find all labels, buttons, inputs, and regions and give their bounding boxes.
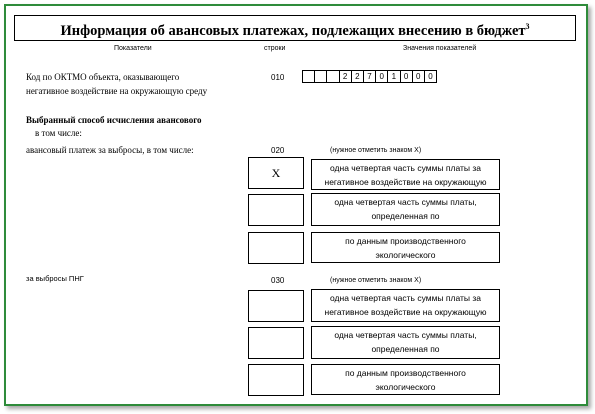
png-note: (нужное отметить знаком Х) [330,277,422,284]
emissions-option-1 [311,159,500,190]
png-option-1 [311,289,500,322]
method-heading: Выбранный способ исчисления авансового [26,115,202,125]
oktmo-label-line2: негативное воздействие на окружающую среду [26,86,208,96]
emissions-option-2-checkbox[interactable] [248,194,304,226]
page-title [14,15,576,41]
option-line: определенная по [371,344,440,354]
method-subheading: в том числе: [35,128,82,138]
option-line: негативное воздействие на окружающую [324,177,487,187]
png-label: за выбросы ПНГ [26,274,84,283]
emissions-code: 020 [271,146,285,155]
option-line: по данным производственного [345,236,466,246]
oktmo-digit[interactable]: 1 [387,70,400,83]
title-text: Информация об авансовых платежах, подлежащих внесению в бюджет [60,23,526,39]
option-line: экологического [375,250,436,260]
oktmo-label [26,70,207,98]
png-option-1-checkbox[interactable] [248,290,304,322]
oktmo-digit[interactable]: 2 [351,70,364,83]
png-option-2-checkbox[interactable] [248,327,304,359]
oktmo-digit[interactable]: 0 [400,70,413,83]
header-row-code: строки [264,45,286,52]
header-values: Значения показателей [403,45,477,52]
emissions-option-3-checkbox[interactable] [248,232,304,264]
emissions-option-3 [311,232,500,263]
option-line: одна четвертая часть суммы платы за [330,163,481,173]
option-line: одна четвертая часть суммы платы, [334,330,477,340]
png-option-2 [311,326,500,359]
option-line: определенная по [371,211,440,221]
oktmo-label-line1: Код по ОКТМО объекта, оказывающего [26,72,180,82]
option-line: одна четвертая часть суммы платы за [330,293,481,303]
oktmo-digit[interactable]: 7 [363,70,376,83]
png-option-3-checkbox[interactable] [248,364,304,396]
oktmo-digit[interactable]: 2 [339,70,352,83]
oktmo-digit[interactable]: 0 [375,70,388,83]
option-line: негативное воздействие на окружающую [324,307,487,317]
oktmo-code: 010 [271,73,285,82]
emissions-option-2 [311,193,500,226]
oktmo-digit[interactable]: 0 [424,70,437,83]
header-indicators: Показатели [114,45,152,52]
oktmo-digits [303,70,437,83]
option-line: по данным производственного [345,368,466,378]
emissions-label: авансовый платеж за выбросы, в том числе: [26,145,194,155]
option-line: одна четвертая часть суммы платы, [334,197,477,207]
title-footnote: 3 [525,22,530,32]
emissions-note: (нужное отметить знаком Х) [330,147,422,154]
option-line: экологического [375,382,436,392]
png-code: 030 [271,276,285,285]
png-option-3 [311,364,500,395]
emissions-option-1-checkbox[interactable]: X [248,157,304,189]
oktmo-digit[interactable]: 0 [412,70,425,83]
